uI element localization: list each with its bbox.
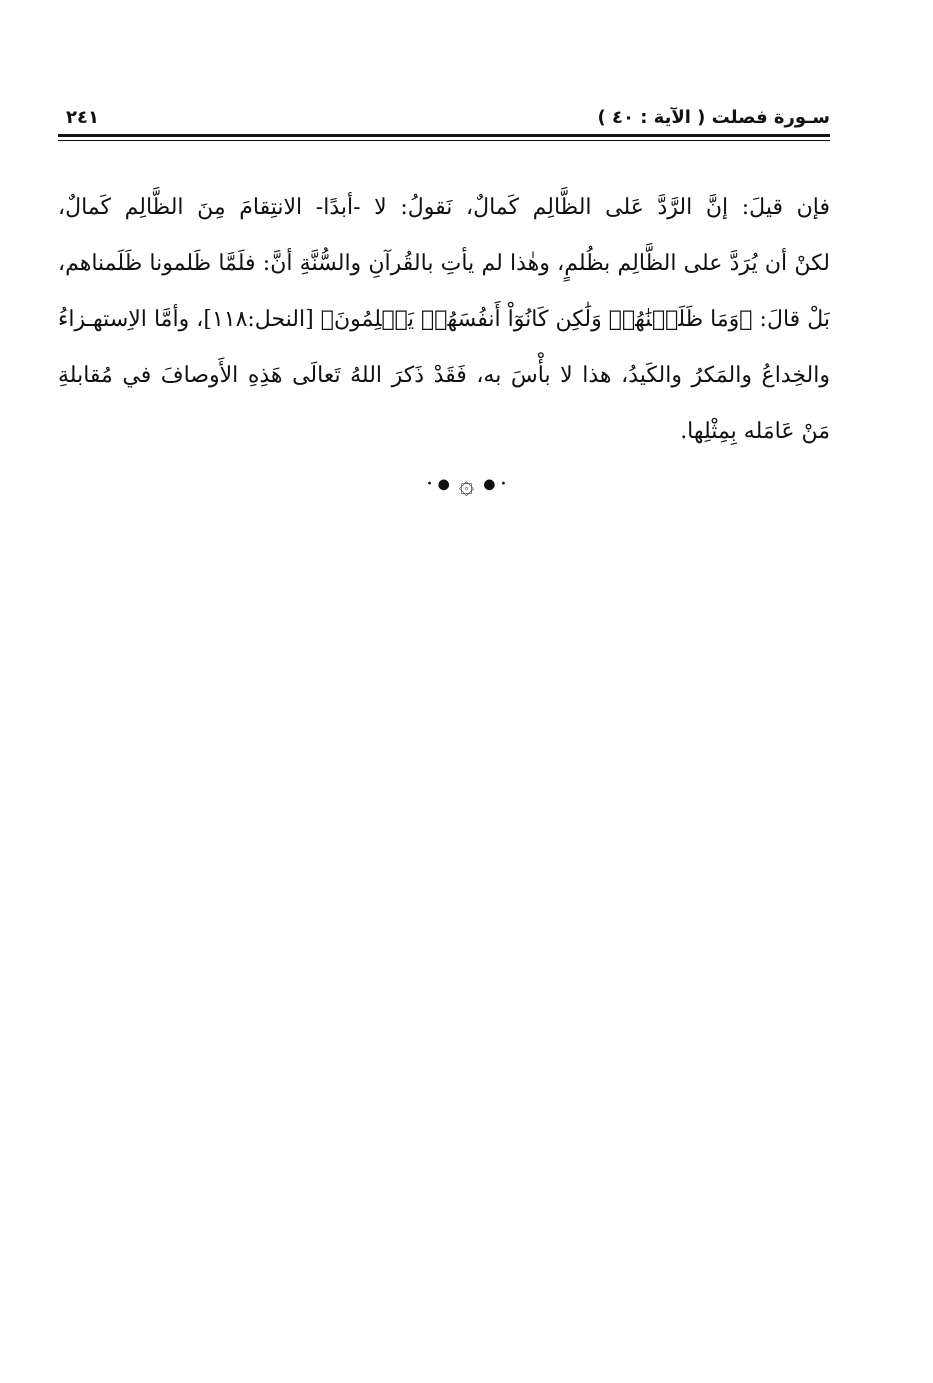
- text-line: والخِداعُ والمَكرُ والكَيدُ، هذا لا بأْسَ به، فَقَدْ ذَكرَ اللهُ تَعالَى هَذِهِ الأَوصافَ في مُقابلةِ: [58, 363, 830, 388]
- knot-ornament-icon: ۞: [458, 469, 475, 500]
- body-paragraph: [58, 180, 830, 460]
- dot-large-icon: ●: [437, 476, 450, 493]
- running-header: [58, 104, 830, 136]
- text-line: مَنْ عَامَله بِمِثْلِها.: [680, 419, 830, 444]
- text-line: لكنْ أن يُرَدَّ على الظَّالِم بظُلمٍ، وهٰذا لم يأتِ بالقُرآنِ والسُّنَّةِ أنَّ: فلَمَّا ظَلمونا ظَلَمناهم،: [58, 251, 830, 276]
- dot-small-icon: •: [500, 478, 507, 490]
- header-rule-thin: [58, 140, 830, 141]
- section-ornament: [0, 466, 933, 503]
- header-rule-thick: [58, 134, 830, 137]
- chapter-title: سـورة فصلت ( الآية : ٤٠ ): [597, 107, 830, 128]
- text-line: فإن قيلَ: إنَّ الرَّدَّ عَلى الظَّالِم كَمالٌ، نَقولُ: لا -أبدًا- الانتِقامَ مِنَ الظَّالِم كَمالٌ،: [58, 195, 830, 220]
- text-line: بَلْ قالَ: ﴿وَمَا ظَلَمۡنَٰهُمۡ وَلَٰكِن كَانُوٓاْ أَنفُسَهُمۡ يَظۡلِمُونَ﴾ [النحل:١١٨]، وأمَّا الاِستهـزاءُ: [58, 307, 830, 332]
- page-number: ٢٤١: [66, 107, 99, 128]
- dot-small-icon: •: [426, 478, 433, 490]
- dot-large-icon: ●: [483, 476, 496, 493]
